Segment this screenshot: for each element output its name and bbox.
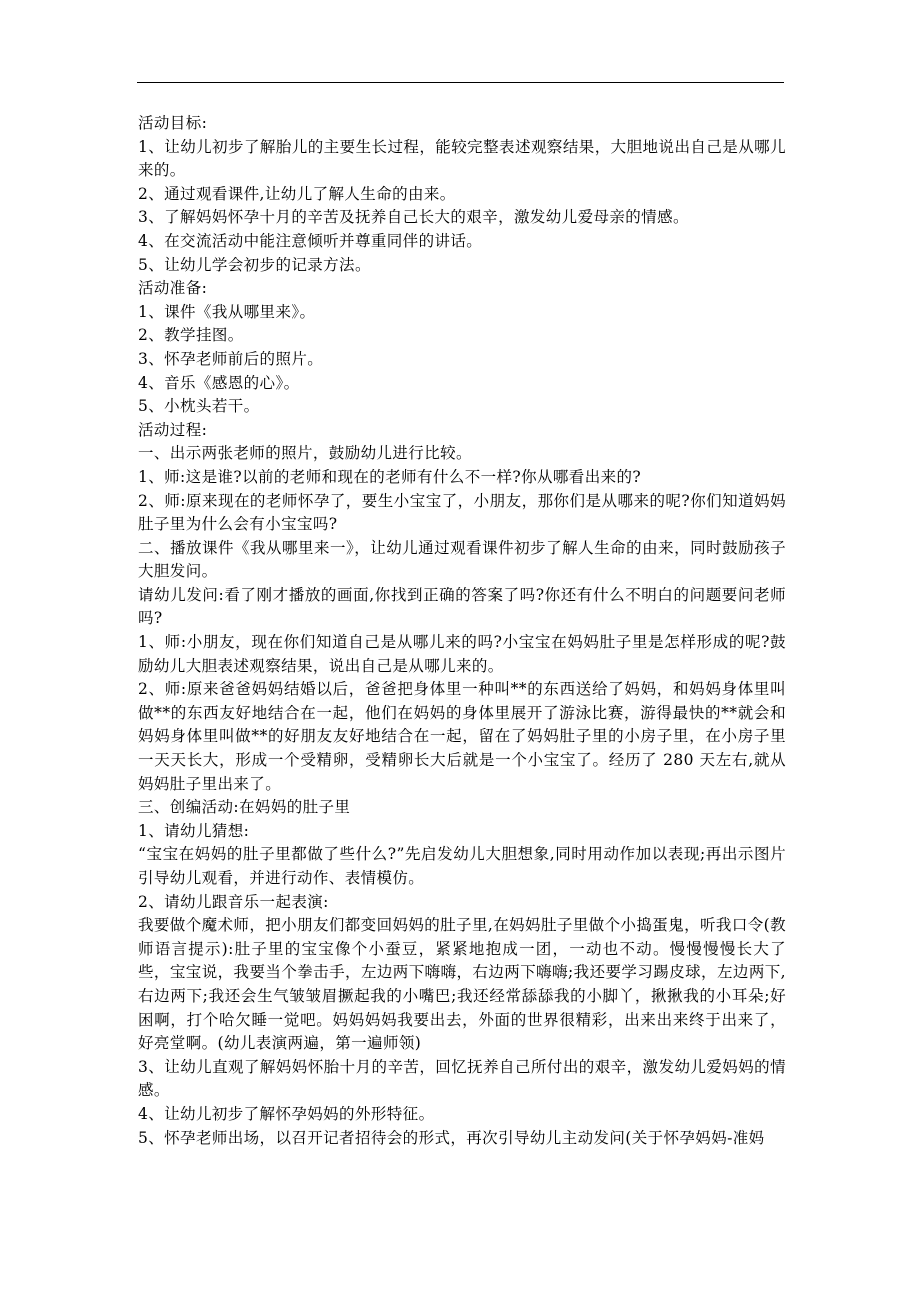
paragraph: 1、课件《我从哪里来》。 [138, 302, 316, 321]
paragraph: 三、创编活动:在妈妈的肚子里 [138, 798, 351, 817]
paragraph: 1、请幼儿猜想: [138, 821, 250, 840]
paragraph: 3、让幼儿直观了解妈妈怀胎十月的辛苦，回忆抚养自己所付出的艰辛，激发幼儿爱妈妈的情感。 [138, 1057, 786, 1100]
paragraph: “宝宝在妈妈的肚子里都做了些什么?”先启发幼儿大胆想象,同时用动作加以表现;再出示图片引导幼儿观看，并进行动作、表情模仿。 [138, 845, 786, 887]
paragraph: 2、师:原来爸爸妈妈结婚以后，爸爸把身体里一种叫**的东西送给了妈妈，和妈妈身体里叫做**的东西友好地结合在一起，他们在妈妈的身体里展开了游泳比赛，游得最快的**就会和妈妈身体里叫做**的好朋友友好地结合在一起，留在了妈妈肚子里的小房子里，在小房子里一天天长大，形成一个受精卵，受精卵长大后就是一个小宝宝了。经历了 280 天左右,就从妈妈肚子里出来了。 [138, 680, 786, 793]
paragraph: 5、让幼儿学会初步的记录方法。 [138, 255, 371, 274]
paragraph: 4、在交流活动中能注意倾听并尊重同伴的讲话。 [138, 231, 483, 250]
paragraph: 请幼儿发问:看了刚才播放的画面,你找到正确的答案了吗?你还有什么不明白的问题要问老师吗? [138, 585, 786, 628]
section-heading-goals: 活动目标: [138, 114, 208, 132]
paragraph: 4、音乐《感恩的心》。 [138, 373, 300, 392]
section-heading-preparation: 活动准备: [138, 279, 208, 298]
header-rule [137, 82, 784, 83]
section-heading-process: 活动过程: [138, 420, 208, 439]
paragraph: 3、怀孕老师前后的照片。 [138, 349, 324, 368]
paragraph: 1、师:这是谁?以前的老师和现在的老师有什么不一样?你从哪看出来的? [138, 467, 642, 486]
paragraph: 2、请幼儿跟音乐一起表演: [138, 892, 329, 911]
paragraph: 2、教学挂图。 [138, 326, 244, 345]
paragraph: 1、让幼儿初步了解胎儿的主要生长过程，能较完整表述观察结果，大胆地说出自己是从哪儿来的。 [138, 137, 786, 180]
paragraph: 2、师:原来现在的老师怀孕了，要生小宝宝了，小朋友，那你们是从哪来的呢?你们知道妈妈肚子里为什么会有小宝宝吗? [138, 491, 786, 534]
paragraph: 5、小枕头若干。 [138, 397, 260, 416]
paragraph: 我要做个魔术师，把小朋友们都变回妈妈的肚子里,在妈妈肚子里做个小捣蛋鬼，听我口令(教师语言提示):肚子里的宝宝像个小蚕豆，紧紧地抱成一团，一动也不动。慢慢慢慢长大了些，宝宝说，我要当个拳击手，左边两下嗨嗨，右边两下嗨嗨;我还要学习踢皮球，左边两下,右边两下;我还会生气皱皱眉撅起我的小嘴巴;我还经常舔舔我的小脚丫，揪揪我的小耳朵;好困啊，打个哈欠睡一觉吧。妈妈妈妈我要出去，外面的世界很精彩，出来出来终于出来了，好亮堂啊。(幼儿表演两遍，第一遍师领) [138, 916, 786, 1053]
paragraph: 4、让幼儿初步了解怀孕妈妈的外形特征。 [138, 1104, 435, 1123]
paragraph: 二、播放课件《我从哪里来一》，让幼儿通过观看课件初步了解人生命的由来，同时鼓励孩子大胆发问。 [138, 538, 786, 581]
paragraph: 2、通过观看课件,让幼儿了解人生命的由来。 [138, 184, 456, 203]
paragraph: 5、怀孕老师出场，以召开记者招待会的形式，再次引导幼儿主动发问(关于怀孕妈妈-准妈 [138, 1128, 765, 1147]
document-body [138, 112, 786, 1150]
paragraph: 3、了解妈妈怀孕十月的辛苦及抚养自己长大的艰辛，激发幼儿爱母亲的情感。 [138, 208, 689, 227]
paragraph: 1、师:小朋友，现在你们知道自己是从哪儿来的吗?小宝宝在妈妈肚子里是怎样形成的呢?鼓励幼儿大胆表述观察结果，说出自己是从哪儿来的。 [138, 633, 786, 675]
paragraph: 一、出示两张老师的照片，鼓励幼儿进行比较。 [138, 444, 472, 463]
